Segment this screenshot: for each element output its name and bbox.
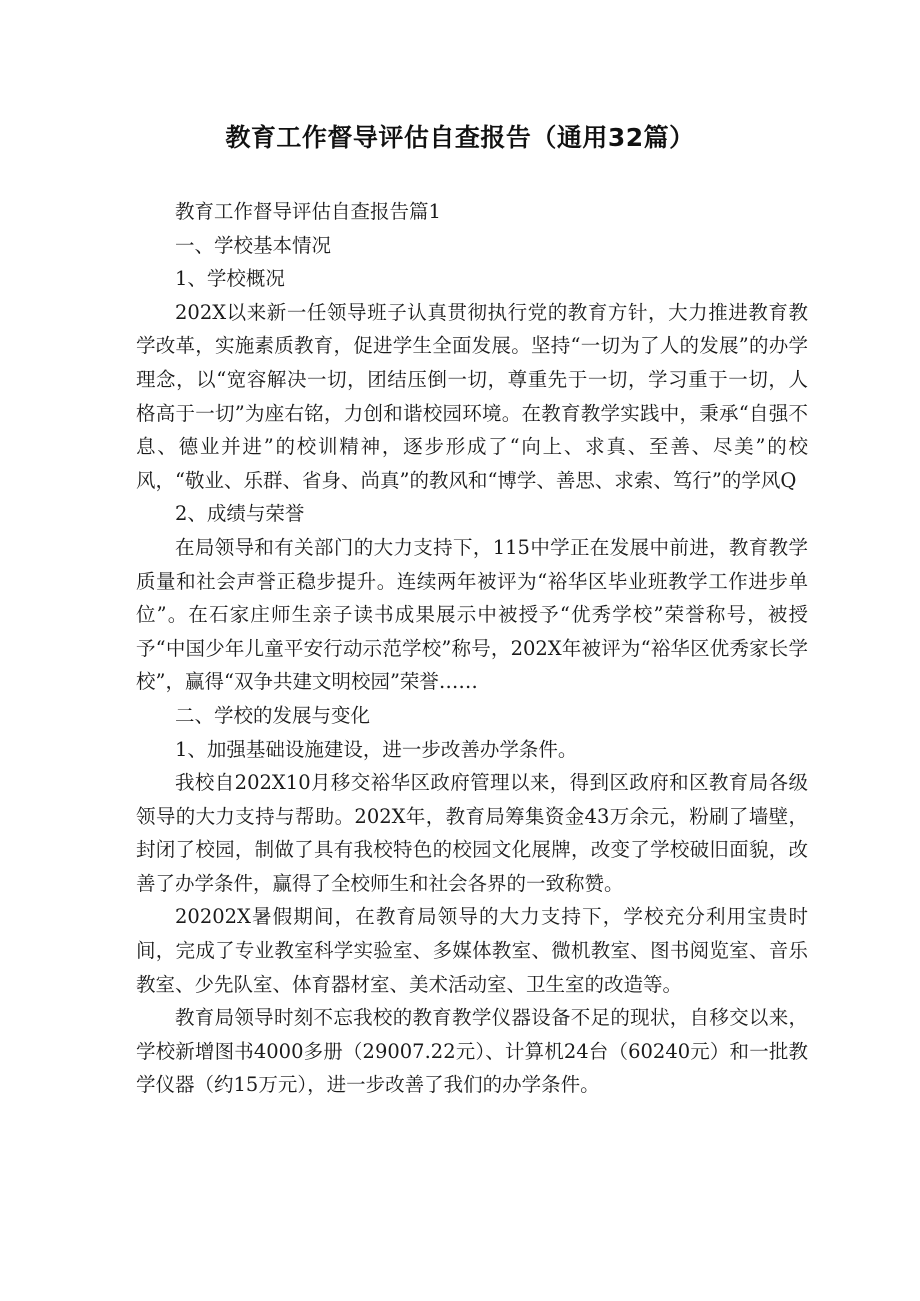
document-title: 教育工作督导评估自查报告（通用32篇） bbox=[225, 123, 695, 152]
body-paragraph: 202X以来新一任领导班子认真贯彻执行党的教育方针，大力推进教育教学改革，实施素质教育，促进学生全面发展。坚持“一切为了人的发展”的办学理念，以“宽容解决一切，团结压倒一切，尊重先于一切，学习重于一切，人格高于一切”为座右铭，力创和谐校园环境。在教育教学实践中，秉承“自强不息、德业并进”的校训精神，逐步形成了“向上、求真、至善、尽美”的校风，“敬业、乐群、省身、尚真”的教风和“博学、善思、求索、笃行”的学风Q bbox=[136, 300, 808, 492]
document-body bbox=[136, 195, 808, 1102]
section-heading: 教育工作督导评估自查报告篇1 bbox=[175, 200, 441, 223]
section-heading: 二、学校的发展与变化 bbox=[175, 703, 371, 727]
body-paragraph: 在局领导和有关部门的大力支持下，115中学正在发展中前进，教育教学质量和社会声誉正稳步提升。连续两年被评为“裕华区毕业班教学工作进步单位”。在石家庄师生亲子读书成果展示中被授予“优秀学校”荣誉称号，被授予“中国少年儿童平安行动示范学校”称号，202X年被评为“裕华区优秀家长学校”，赢得“双争共建文明校园”荣誉…… bbox=[136, 535, 808, 694]
body-paragraph: 教育局领导时刻不忘我校的教育教学仪器设备不足的现状，自移交以来，学校新增图书4000多册（29007.22元）、计算机24台（60240元）和一批教学仪器（约15万元），进一步改善了我们的办学条件。 bbox=[136, 1006, 808, 1097]
section-heading: 一、学校基本情况 bbox=[175, 233, 332, 257]
body-paragraph: 我校自202X10月移交裕华区政府管理以来，得到区政府和区教育局各级领导的大力支持与帮助。202X年，教育局筹集资金43万余元，粉刷了墙壁，封闭了校园，制做了具有我校特色的校园文化展牌，改变了学校破旧面貌，改善了办学条件，赢得了全校师生和社会各界的一致称赞。 bbox=[136, 771, 808, 895]
subsection-heading: 2、成绩与荣誉 bbox=[175, 502, 305, 526]
subsection-heading: 1、学校概况 bbox=[175, 267, 285, 291]
body-paragraph: 20202X暑假期间，在教育局领导的大力支持下，学校充分利用宝贵时间，完成了专业教室科学实验室、多媒体教室、微机教室、图书阅览室、音乐教室、少先队室、体育器材室、美术活动室、卫生室的改造等。 bbox=[136, 905, 808, 996]
subsection-heading: 1、加强基础设施建设，进一步改善办学条件。 bbox=[175, 737, 578, 761]
